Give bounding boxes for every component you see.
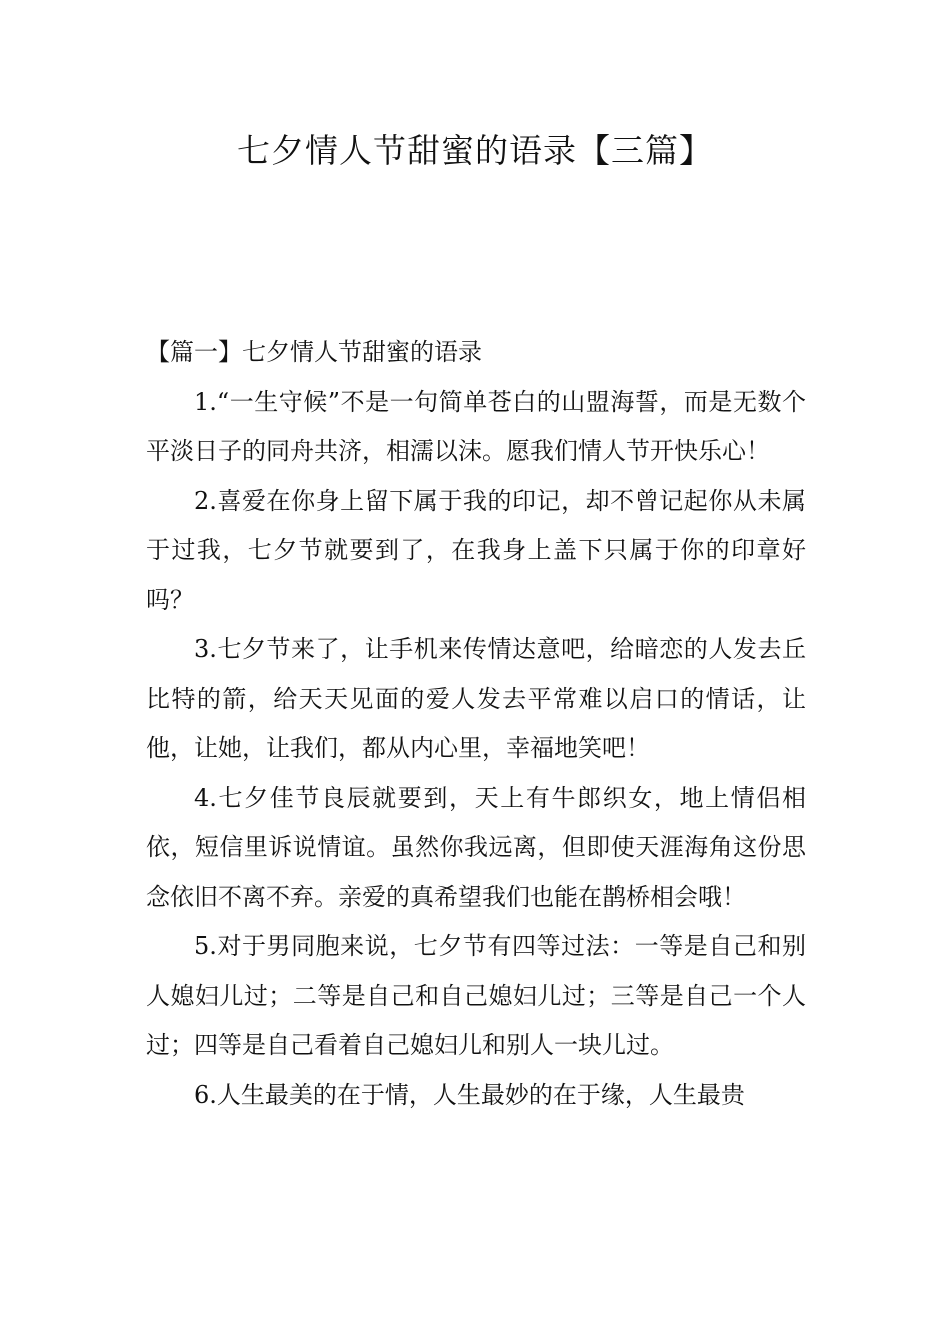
paragraph-3: 3.七夕节来了，让手机来传情达意吧，给暗恋的人发去丘比特的箭，给天天见面的爱人发去平常难以启口的情话，让他，让她，让我们，都从内心里，幸福地笑吧！	[146, 635, 806, 762]
paragraph-4: 4.七夕佳节良辰就要到，天上有牛郎织女，地上情侣相依，短信里诉说情谊。虽然你我远离，但即使天涯海角这份思念依旧不离不弃。亲爱的真希望我们也能在鹊桥相会哦！	[146, 783, 806, 911]
document-title: 七夕情人节甜蜜的语录【三篇】	[237, 131, 713, 170]
paragraph-1: 1.“一生守候”不是一句简单苍白的山盟海誓，而是无数个平淡日子的同舟共济，相濡以沫。愿我们情人节开快乐心！	[146, 387, 806, 465]
paragraph-5: 5.对于男同胞来说，七夕节有四等过法：一等是自己和别人媳妇儿过；二等是自己和自己媳妇儿过；三等是自己一个人过；四等是自己看着自己媳妇儿和别人一块儿过。	[146, 932, 806, 1059]
document-body	[146, 328, 806, 1120]
section-heading: 【篇一】七夕情人节甜蜜的语录	[146, 338, 482, 366]
paragraph-2: 2.喜爱在你身上留下属于我的印记，却不曾记起你从未属于过我，七夕节就要到了，在我身上盖下只属于你的印章好吗？	[146, 486, 806, 614]
paragraph-6: 6.人生最美的在于情，人生最妙的在于缘，人生最贵	[194, 1080, 745, 1109]
